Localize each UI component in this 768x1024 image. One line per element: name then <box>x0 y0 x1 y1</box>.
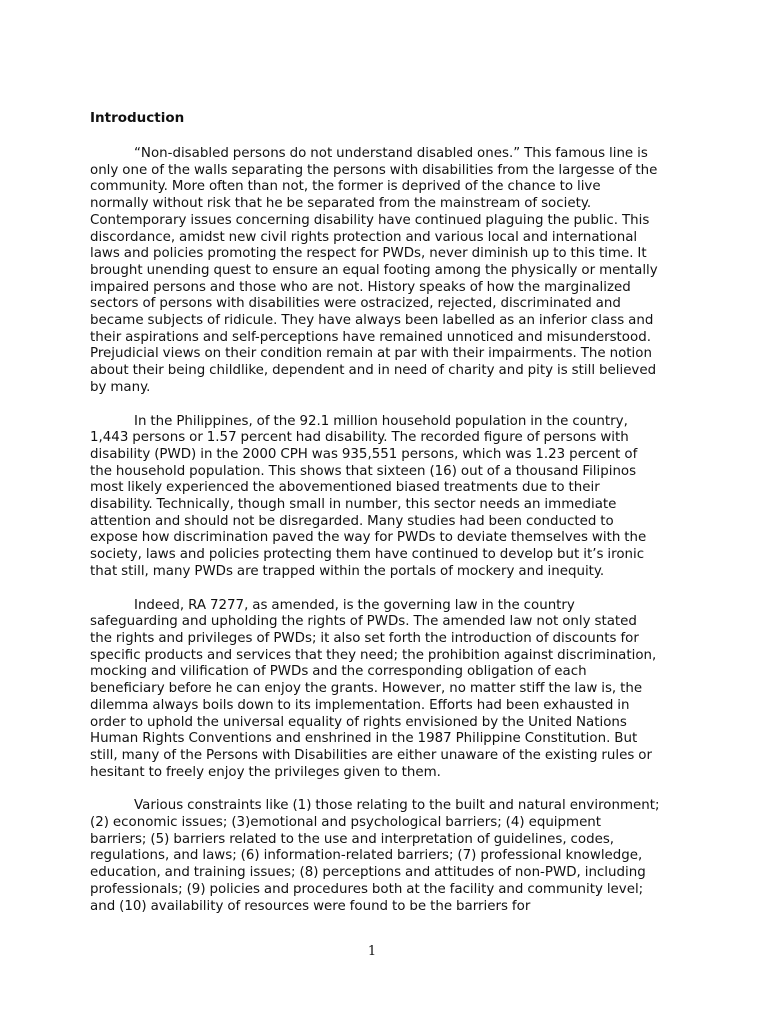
paragraph-1: “Non-disabled persons do not understand disabled ones.” This famous line is only one of the walls separating the persons with disabilities from the largesse of the community. More often than not, the former is deprived of the chance to live normally without risk that he be separated from the mainstream of society. Contemporary issues concerning disability have continued plaguing the public. This discordance, amidst new civil rights protection and various local and international laws and policies promoting the respect for PWDs, never diminish up to this time. It brought unending quest to ensure an equal footing among the physically or mentally impaired persons and those who are not. History speaks of how the marginalized sectors of persons with disabilities were ostracized, rejected, discriminated and became subjects of ridicule. They have always been labelled as an inferior class and their aspirations and self-perceptions have remained unnoticed and misunderstood. Prejudicial views on their condition remain at par with their impairments. The notion about their being childlike, dependent and in need of charity and pity is still believed by many. <box>90 146 658 395</box>
page-number: 1 <box>367 944 377 959</box>
document-body <box>90 146 660 932</box>
paragraph-2: In the Philippines, of the 92.1 million household population in the country, 1,443 persons or 1.57 percent had disability. The recorded figure of persons with disability (PWD) in the 2000 CPH was 935,551 persons, which was 1.23 percent of the household population. This shows that sixteen (16) out of a thousand Filipinos most likely experienced the abovementioned biased treatments due to their disability. Technically, though small in number, this sector needs an immediate attention and should not be disregarded. Many studies had been conducted to expose how discrimination paved the way for PWDs to deviate themselves with the society, laws and policies protecting them have continued to develop but it’s ironic that still, many PWDs are trapped within the portals of mockery and inequity. <box>90 413 647 579</box>
section-heading: Introduction <box>90 110 185 126</box>
paragraph-4: Various constraints like (1) those relating to the built and natural environment; (2) economic issues; (3)emotional and psychological barriers; (4) equipment barriers; (5) barriers related to the use and interpretation of guidelines, codes, regulations, and laws; (6) information-related barriers; (7) professional knowledge, education, and training issues; (8) perceptions and attitudes of non-PWD, including professionals; (9) policies and procedures both at the facility and community level; and (10) availability of resources were found to be the barriers for <box>90 798 660 914</box>
paragraph-3: Indeed, RA 7277, as amended, is the governing law in the country safeguarding and upholding the rights of PWDs. The amended law not only stated the rights and privileges of PWDs; it also set forth the introduction of discounts for specific products and services that they need; the prohibition against discrimination, mocking and vilification of PWDs and the corresponding obligation of each beneficiary before he can enjoy the grants. However, no matter stiff the law is, the dilemma always boils down to its implementation. Efforts had been exhausted in order to uphold the universal equality of rights envisioned by the United Nations Human Rights Conventions and enshrined in the 1987 Philippine Constitution. But still, many of the Persons with Disabilities are either unaware of the existing rules or hesitant to freely enjoy the privileges given to them. <box>90 597 657 780</box>
